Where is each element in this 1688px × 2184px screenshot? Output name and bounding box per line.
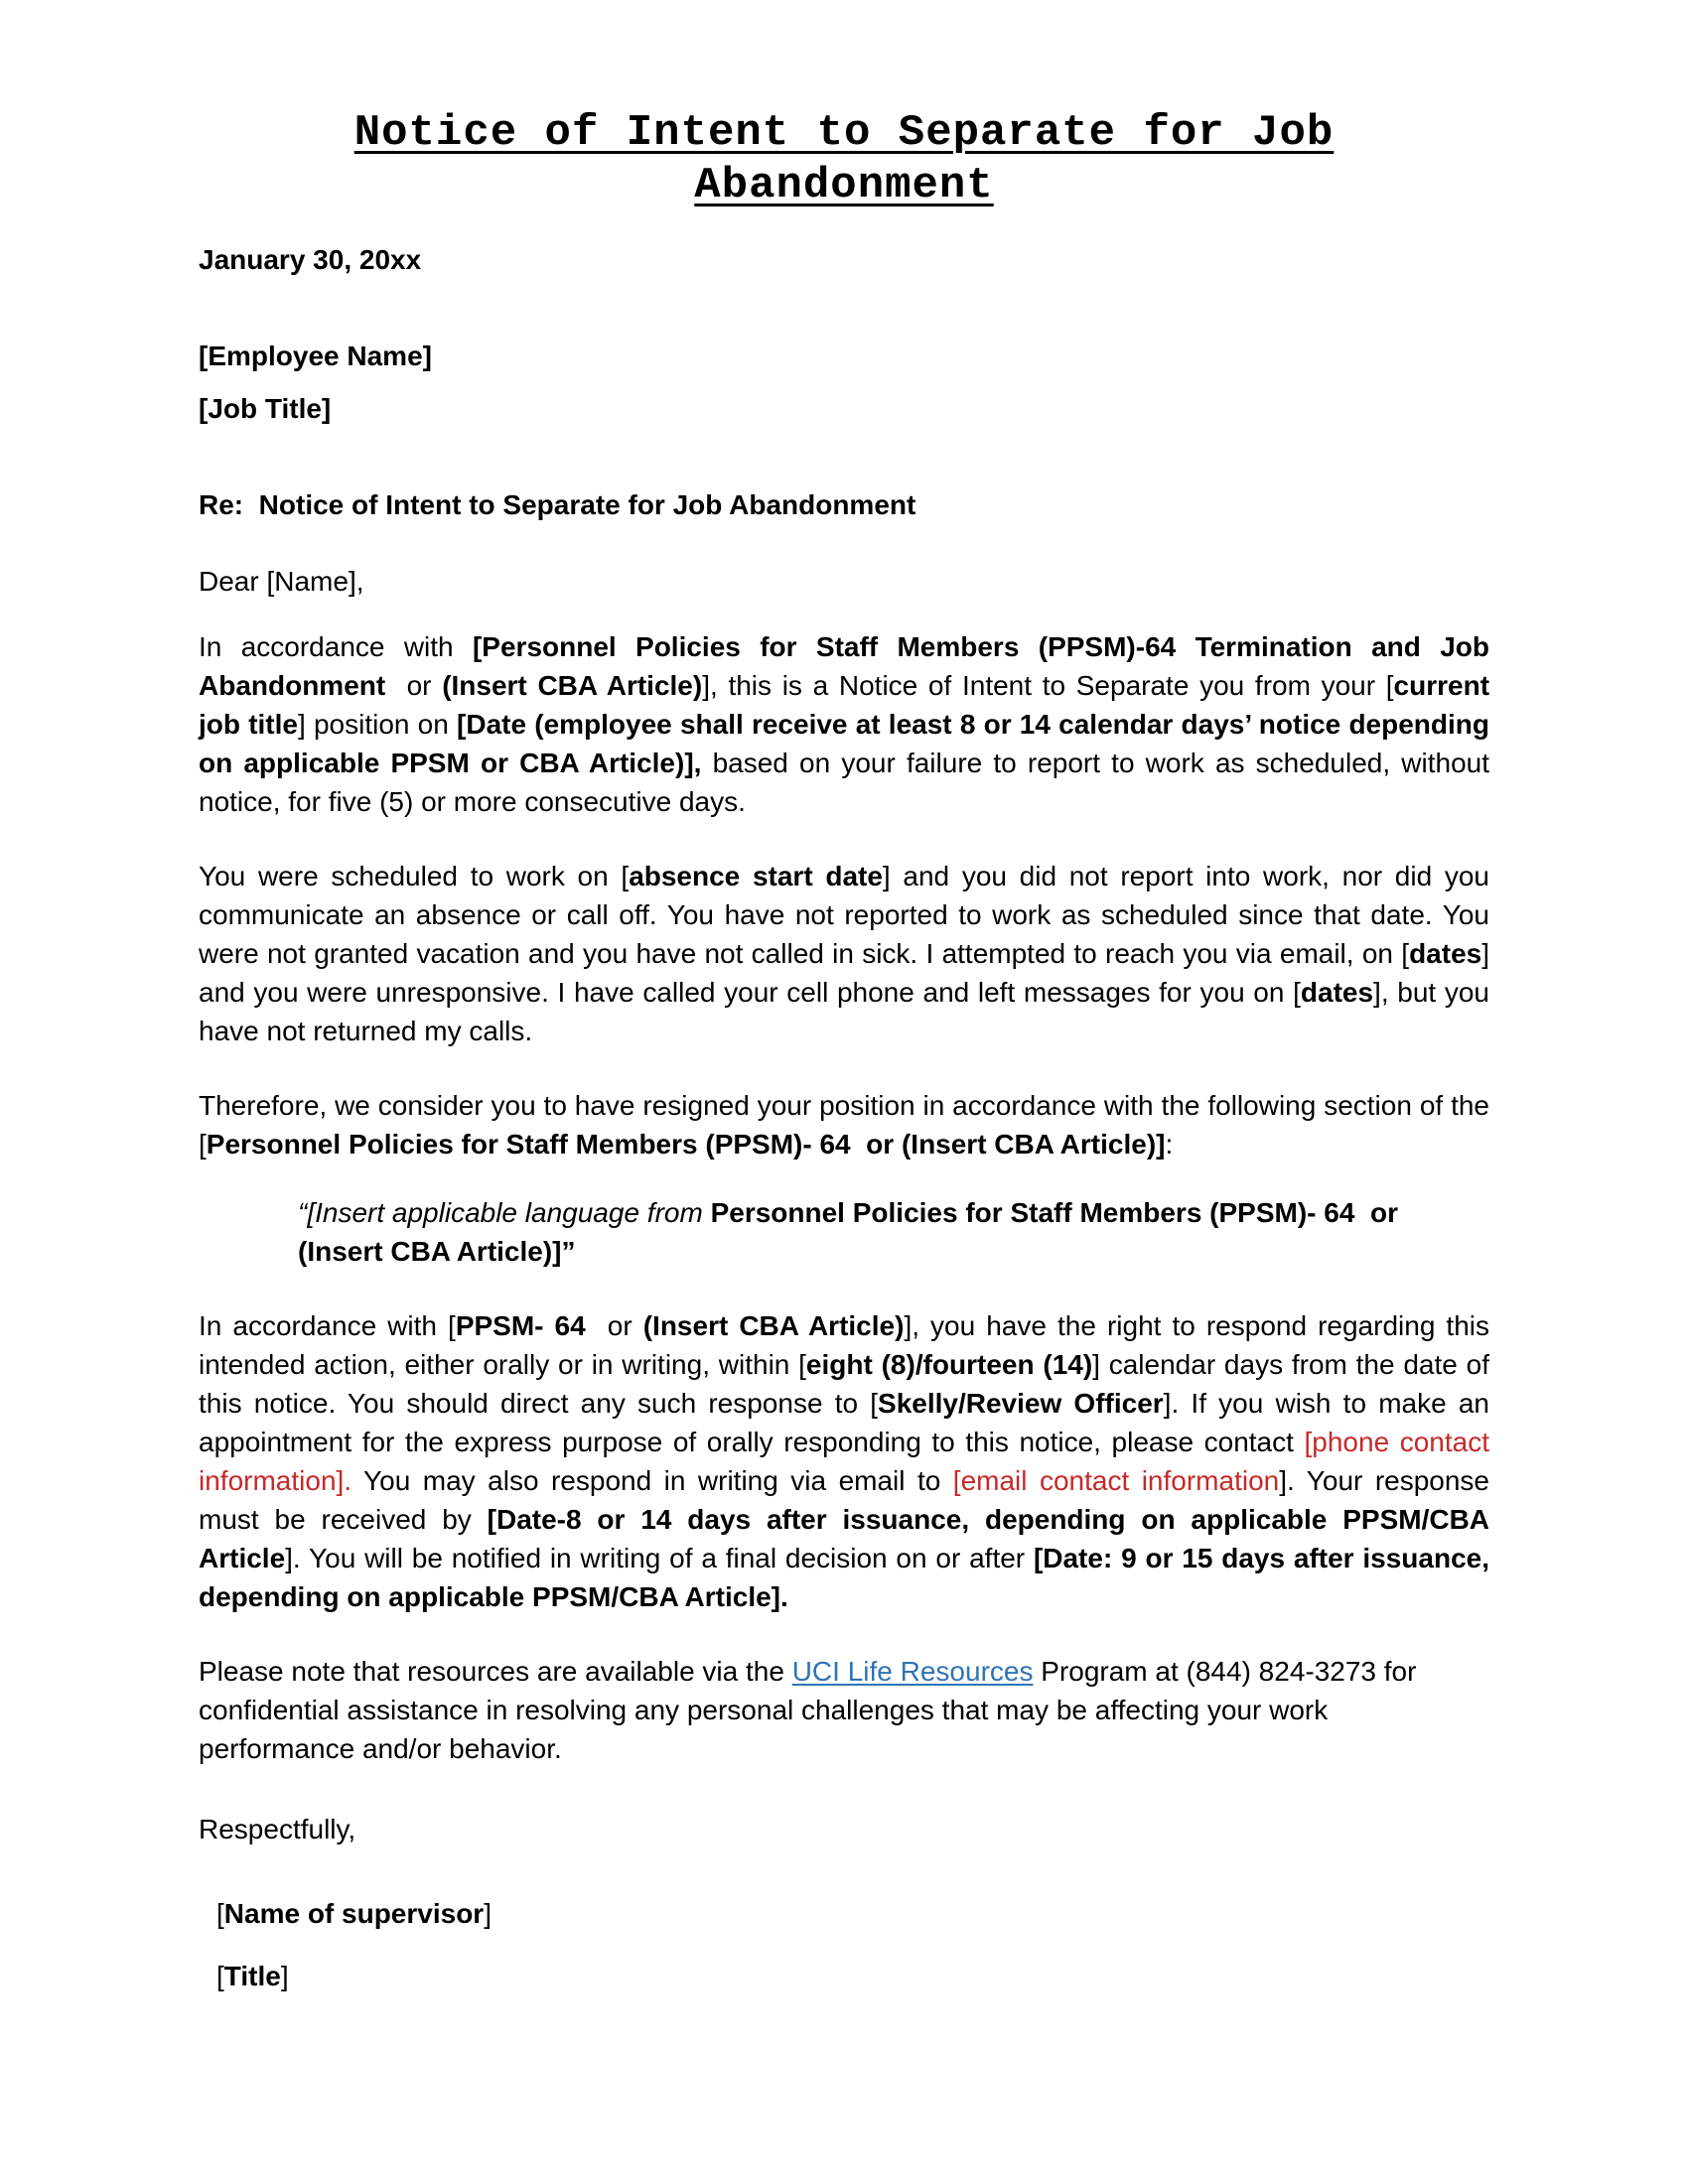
- recipient-job-title: [Job Title]: [199, 393, 332, 424]
- bold-run: Personnel Policies for Staff Members (PPSM)- 64 or (Insert CBA Article)]: [206, 1129, 1166, 1160]
- bold-run: (Insert CBA Article): [642, 1310, 905, 1341]
- text-run: You were scheduled to work on [: [199, 861, 630, 891]
- text-run: ]. Your response must be received by: [199, 1465, 1497, 1535]
- text-run: ] calendar days from the date of this notice. You should direct any such response to [: [199, 1349, 1497, 1419]
- text-run: Program at (844) 824-3273 for confidential assistance in resolving any personal challenges that may be affecting your work performance and/or behavior.: [199, 1656, 1425, 1764]
- text-run: ], you have the right to respond regarding this intended action, either orally or in writing, within [: [199, 1310, 1497, 1380]
- bold-run: (Insert CBA Article): [442, 670, 703, 701]
- bold-run: Skelly/Review Officer: [878, 1388, 1164, 1419]
- letter-date: January 30, 20xx: [199, 244, 422, 275]
- bold-run: dates: [1300, 977, 1374, 1008]
- text-run: ] and you were unresponsive. I have called your cell phone and left messages for you on [: [199, 938, 1497, 1008]
- uci-life-resources-link[interactable]: UCI Life Resources: [791, 1656, 1034, 1687]
- text-run: ]. You will be notified in writing of a final decision on or after: [285, 1543, 1034, 1573]
- text-run: You may also respond in writing via email to: [352, 1465, 953, 1496]
- text-run: [: [216, 1961, 224, 1991]
- bold-run: PPSM- 64: [455, 1310, 586, 1341]
- text-run: ], but you have not returned my calls.: [199, 977, 1497, 1046]
- bold-run: dates: [1409, 938, 1482, 969]
- text-run: ], this is a Notice of Intent to Separate you from your [: [702, 670, 1394, 701]
- quote-insert-language: [298, 1193, 1489, 1271]
- text-run: :: [1165, 1129, 1174, 1160]
- document-title-text2: Abandonment: [694, 161, 994, 210]
- text-run: ]: [280, 1961, 289, 1991]
- text-run: Therefore, we consider you to have resigned your position in accordance with the following section of the [: [199, 1090, 1497, 1160]
- bold-run: [Date (employee shall receive at least 8 or 14 calendar days’ notice depending on applicable PPSM or CBA Article)],: [199, 709, 1497, 778]
- paragraph-right-to-respond: [199, 1306, 1497, 1616]
- bold-run: [Personnel Policies for Staff Members (PPSM)-64 Termination and Job Abandonment: [199, 631, 1496, 701]
- text-run: In accordance with [: [199, 1310, 456, 1341]
- paragraph-ppsm-notice: [199, 627, 1497, 821]
- red-placeholder-run: [phone contact information].: [199, 1427, 1497, 1496]
- text-run: ] position on: [297, 709, 458, 740]
- bold-run: [Date: 9 or 15 days after issuance, depending on applicable PPSM/CBA Article].: [199, 1543, 1497, 1612]
- bold-run: [Date-8 or 14 days after issuance, depending on applicable PPSM/CBA Article: [199, 1504, 1496, 1573]
- paragraph-absence-details: [199, 857, 1497, 1050]
- text-run: Please note that resources are available via the: [199, 1656, 792, 1687]
- text-run: [: [216, 1898, 224, 1929]
- salutation: Dear [Name],: [199, 566, 364, 597]
- recipient-name: [Employee Name]: [199, 341, 432, 371]
- bold-run: Title: [223, 1961, 281, 1991]
- paragraph-resources: [199, 1652, 1489, 1768]
- subject-line: Re: Notice of Intent to Separate for Job Abandonment: [199, 489, 916, 520]
- bold-run: current job title: [199, 670, 1497, 740]
- red-placeholder-run: [email contact information: [952, 1465, 1280, 1496]
- italic-run: “[Insert applicable language from: [298, 1197, 711, 1228]
- document-title-line2: [199, 160, 1489, 212]
- text-run: In accordance with: [199, 631, 473, 662]
- document-title-line1: [199, 107, 1489, 160]
- signature-supervisor-name: [216, 1894, 1489, 1933]
- text-run: ]. If you wish to make an appointment for the express purpose of orally responding to this notice, please contact: [199, 1388, 1497, 1457]
- bold-run: Name of supervisor: [223, 1898, 485, 1929]
- text-run: based on your failure to report to work as scheduled, without notice, for five (5) or more consecutive days.: [199, 748, 1497, 817]
- document-title: [199, 107, 1489, 212]
- paragraph-resignation: [199, 1086, 1497, 1163]
- bold-run: eight (8)/fourteen (14): [805, 1349, 1093, 1380]
- text-run: ]: [484, 1898, 492, 1929]
- bold-run: absence start date: [629, 861, 883, 891]
- document-title-text1: Notice of Intent to Separate for Job: [353, 108, 1335, 158]
- bold-run: Personnel Policies for Staff Members (PPSM)- 64 or (Insert CBA Article)]”: [298, 1197, 1406, 1267]
- text-run: or: [585, 1310, 643, 1341]
- closing: Respectfully,: [199, 1814, 356, 1844]
- signature-supervisor-title: [216, 1957, 1489, 1995]
- text-run: ] and you did not report into work, nor did you communicate an absence or call off. You have not reported to work as scheduled since that date. You were not granted vacation and you have not called in sick. I attempted to reach you via email, on [: [199, 861, 1497, 969]
- text-run: or: [385, 670, 443, 701]
